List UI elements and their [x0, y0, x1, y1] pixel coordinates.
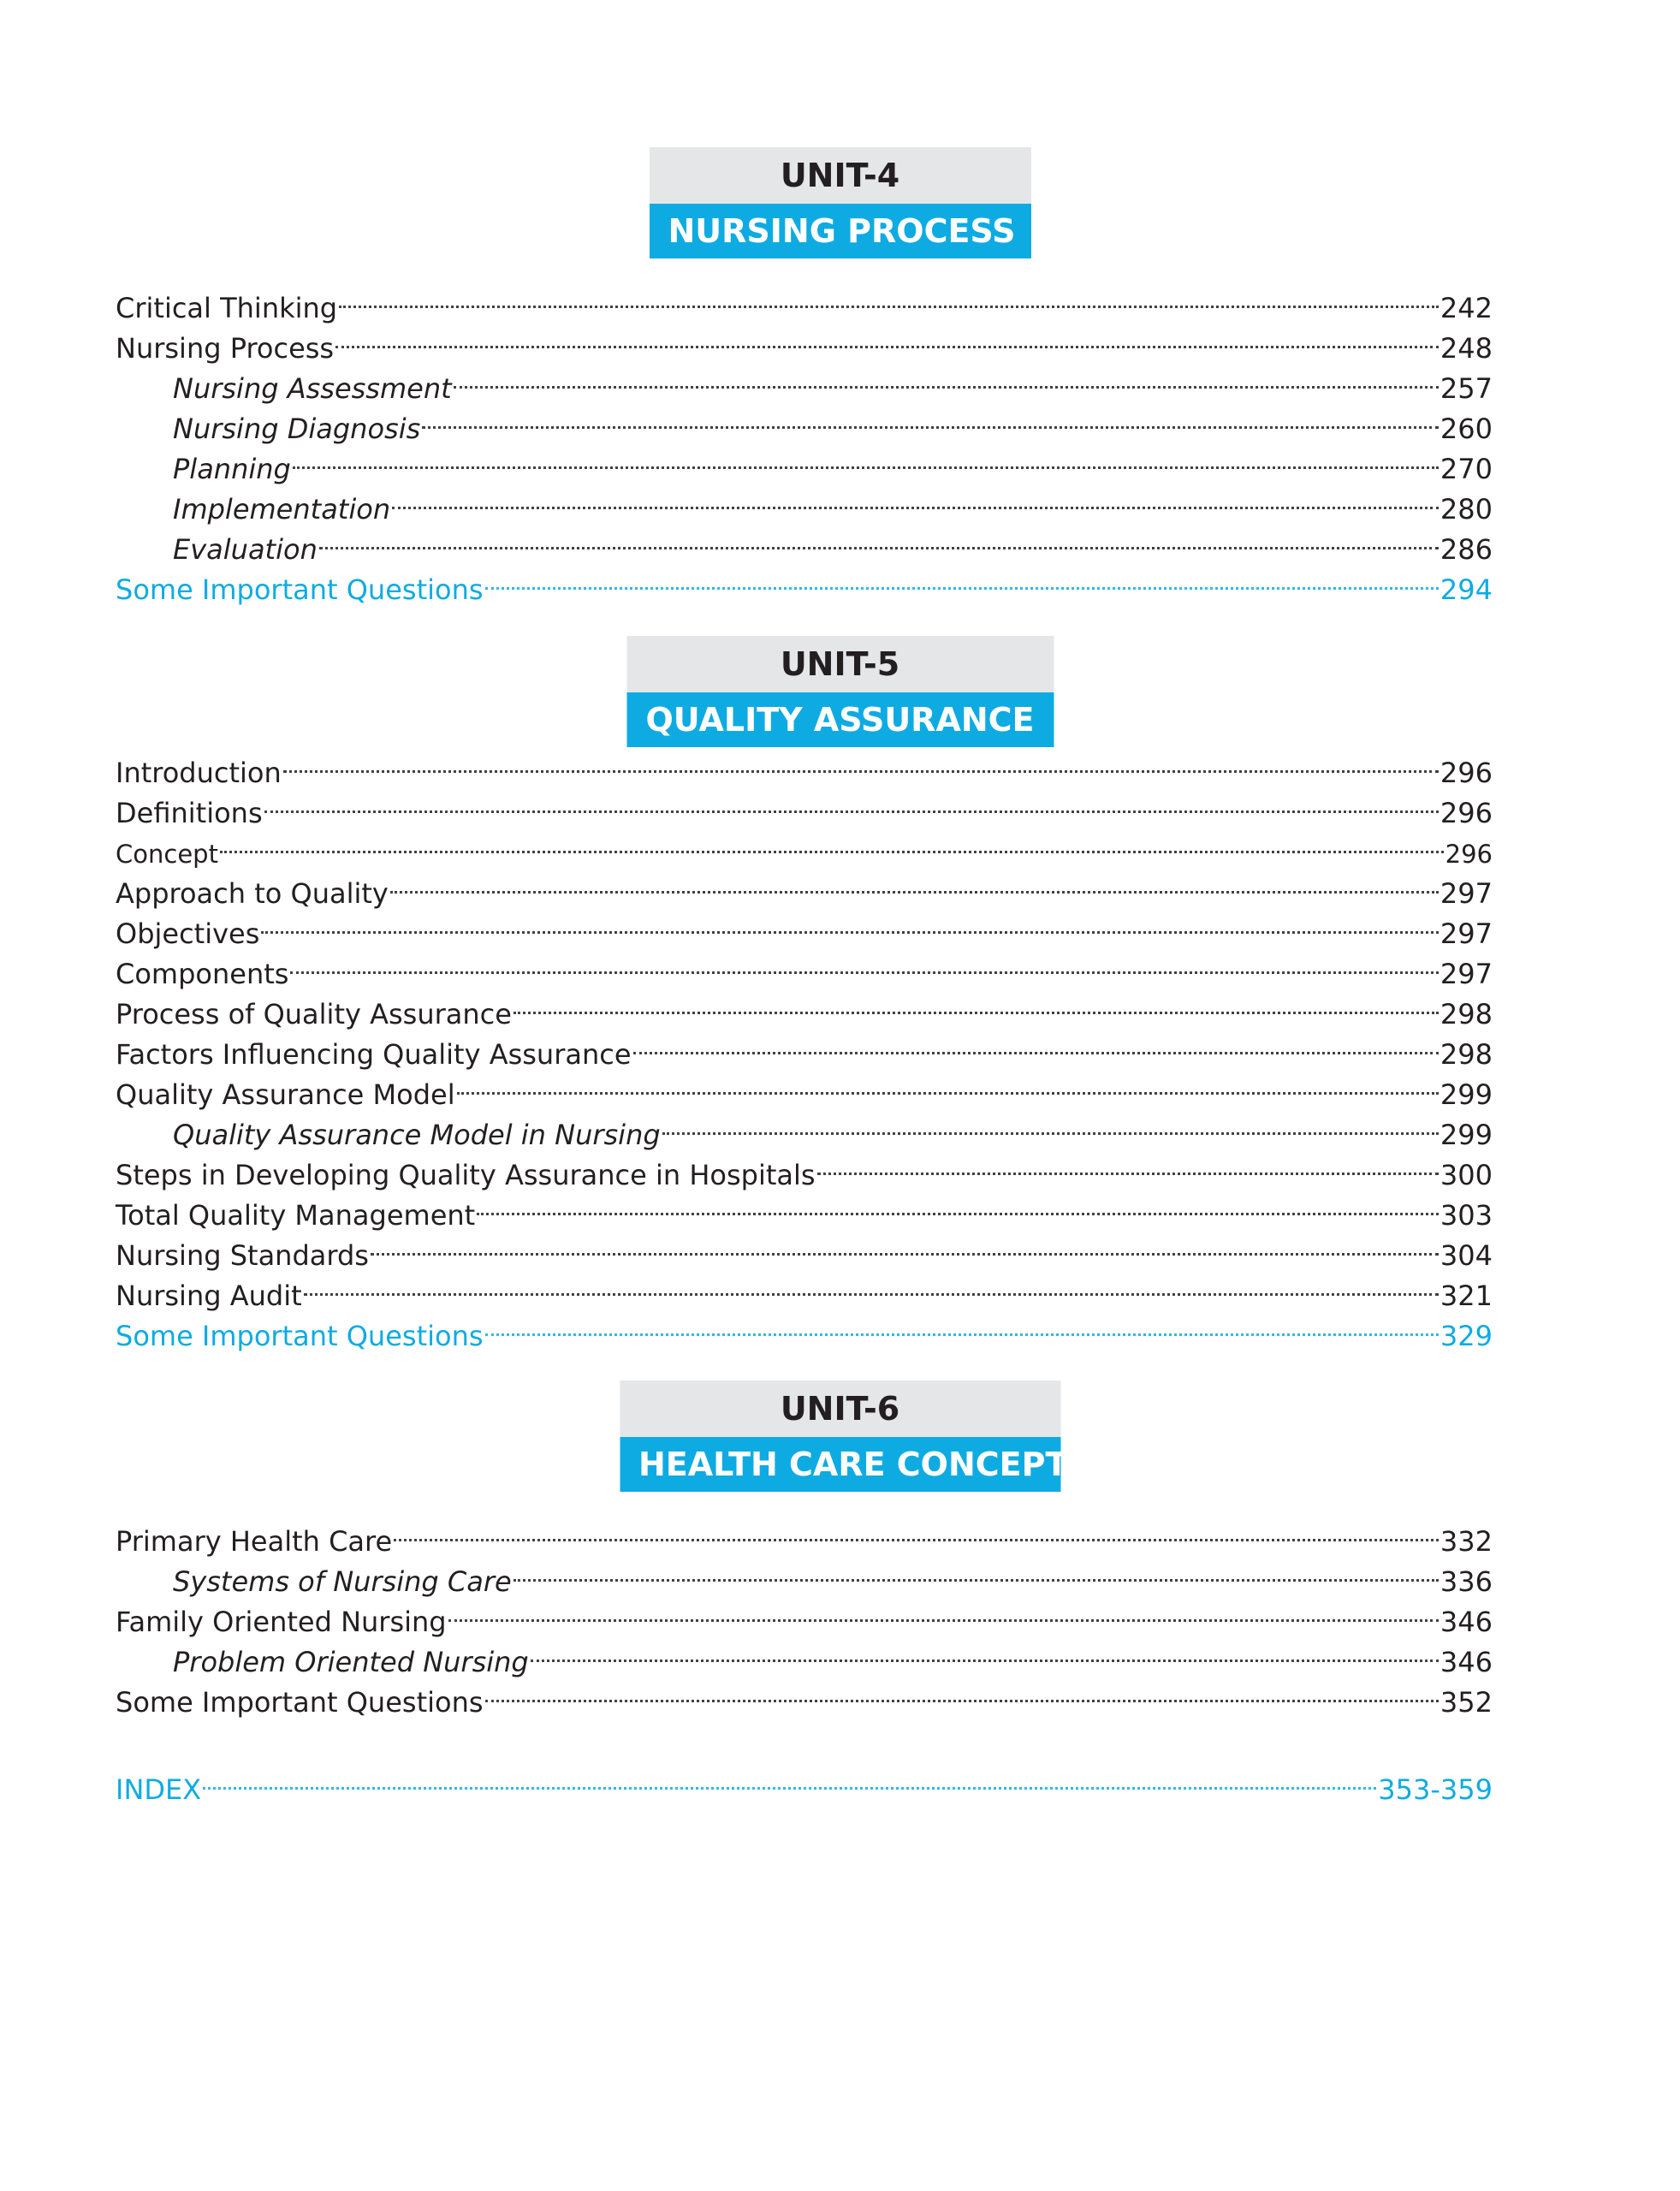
toc-entry-label: Total Quality Management	[116, 1199, 476, 1232]
toc-entry-page: 304	[1440, 1239, 1493, 1272]
toc-entry-label: Concept	[116, 840, 218, 869]
toc-list	[116, 742, 1493, 1352]
toc-entry-label: Approach to Quality	[116, 877, 389, 910]
toc-entry-label: Introduction	[116, 757, 282, 789]
dot-leader	[485, 559, 1439, 599]
dot-leader	[293, 438, 1439, 478]
toc-entry-page: 336	[1440, 1565, 1493, 1598]
toc-entry-page: 346	[1440, 1646, 1493, 1678]
toc-entry[interactable]	[116, 822, 1493, 869]
dot-leader	[485, 1671, 1439, 1712]
dot-leader	[390, 863, 1439, 903]
toc-entry-label: Components	[116, 958, 289, 990]
index-entry-wrapper	[116, 1759, 1493, 1806]
toc-entry-label: Nursing Assessment	[173, 372, 452, 405]
unit-5-header	[626, 636, 1054, 747]
dot-leader	[513, 1551, 1439, 1591]
dot-leader	[319, 519, 1439, 559]
toc-entry-label: Nursing Standards	[116, 1239, 369, 1272]
toc-entry-page: 298	[1440, 998, 1493, 1030]
toc-entry-label: Process of Quality Assurance	[116, 998, 512, 1030]
toc-entry-page: 299	[1440, 1078, 1493, 1111]
toc-subentry[interactable]	[116, 478, 1493, 525]
toc-entry-label: Quality Assurance Model	[116, 1078, 455, 1111]
toc-entry-label: Primary Health Care	[116, 1525, 393, 1558]
toc-entry-page: 296	[1440, 797, 1493, 829]
index-label: INDEX	[116, 1773, 202, 1806]
dot-leader	[454, 358, 1439, 398]
toc-entry-label: Evaluation	[173, 533, 318, 566]
toc-entry-label: Planning	[173, 453, 291, 485]
toc-entry-page: 321	[1440, 1280, 1493, 1312]
dot-leader	[633, 1024, 1439, 1064]
dot-leader	[220, 822, 1444, 863]
toc-entry-page: 329	[1440, 1320, 1493, 1352]
toc-entry-label: Factors Influencing Quality Assurance	[116, 1038, 632, 1071]
toc-entry-page: 294	[1440, 573, 1493, 606]
dot-leader	[339, 277, 1439, 318]
toc-entry-page: 296	[1440, 757, 1493, 789]
toc-entry-label: Definitions	[116, 797, 263, 829]
toc-entry-page: 346	[1440, 1606, 1493, 1638]
toc-entry-label: Quality Assurance Model in Nursing	[173, 1119, 661, 1151]
toc-subentry[interactable]	[116, 438, 1493, 485]
toc-entry-label: Critical Thinking	[116, 292, 338, 324]
dot-leader	[304, 1265, 1439, 1305]
toc-entry-page: 297	[1440, 917, 1493, 950]
toc-entry-label: Implementation	[173, 493, 391, 525]
dot-leader	[392, 478, 1439, 519]
toc-entry-index[interactable]	[116, 1759, 1493, 1806]
toc-entry-page: 286	[1440, 533, 1493, 566]
dot-leader	[203, 1759, 1376, 1799]
dot-leader	[817, 1144, 1439, 1185]
dot-leader	[290, 943, 1438, 983]
toc-entry[interactable]	[116, 1265, 1493, 1312]
toc-entry-label: Problem Oriented Nursing	[173, 1646, 529, 1678]
dot-leader	[264, 782, 1439, 822]
dot-leader	[457, 1064, 1439, 1104]
dot-leader	[394, 1511, 1439, 1551]
toc-list	[116, 1511, 1493, 1719]
unit-title: NURSING PROCESS	[650, 204, 1031, 258]
toc-entry[interactable]	[116, 277, 1493, 324]
dot-leader	[422, 398, 1439, 438]
toc-entry-page: 298	[1440, 1038, 1493, 1071]
unit-6-header	[620, 1381, 1068, 1492]
toc-entry[interactable]	[116, 863, 1493, 910]
dot-leader	[477, 1185, 1439, 1225]
dot-leader	[513, 983, 1439, 1024]
unit-4-header	[650, 147, 1031, 258]
toc-entry-questions[interactable]	[116, 1305, 1493, 1352]
toc-entry-label: Nursing Diagnosis	[173, 413, 421, 445]
toc-entry-label: Objectives	[116, 917, 260, 950]
toc-entry[interactable]	[116, 1511, 1493, 1558]
dot-leader	[371, 1225, 1439, 1265]
toc-entry-page: 257	[1440, 372, 1493, 405]
toc-entry-label: Some Important Questions	[116, 573, 484, 606]
toc-entry[interactable]	[116, 742, 1493, 789]
toc-entry[interactable]	[116, 943, 1493, 990]
toc-entry-questions[interactable]	[116, 559, 1493, 606]
unit-number: UNIT-5	[626, 636, 1054, 692]
dot-leader	[531, 1631, 1439, 1671]
dot-leader	[485, 1305, 1439, 1345]
toc-entry-page: 297	[1440, 877, 1493, 910]
toc-entry-label: Nursing Process	[116, 332, 335, 365]
toc-entry-label: Some Important Questions	[116, 1686, 484, 1719]
toc-entry-page: 303	[1440, 1199, 1493, 1232]
unit-title: QUALITY ASSURANCE	[626, 692, 1054, 747]
toc-entry-page: 260	[1440, 413, 1493, 445]
dot-leader	[662, 1104, 1439, 1144]
toc-entry-label: Nursing Audit	[116, 1280, 302, 1312]
unit-title: HEALTH CARE CONCEPT	[620, 1437, 1060, 1492]
toc-subentry[interactable]	[116, 519, 1493, 566]
toc-entry-label: Systems of Nursing Care	[173, 1565, 512, 1598]
toc-entry-page: 242	[1440, 292, 1493, 324]
toc-entry-label: Some Important Questions	[116, 1320, 484, 1352]
toc-entry-page: 297	[1440, 958, 1493, 990]
toc-entry-page: 270	[1440, 453, 1493, 485]
toc-entry-page: 332	[1440, 1525, 1493, 1558]
toc-list	[116, 277, 1493, 606]
toc-entry-page: 296	[1445, 840, 1493, 869]
dot-leader	[448, 1591, 1439, 1631]
toc-entry-page: 248	[1440, 332, 1493, 365]
toc-entry-page: 352	[1440, 1686, 1493, 1719]
dot-leader	[283, 742, 1439, 782]
toc-entry-page: 300	[1440, 1159, 1493, 1191]
unit-number: UNIT-4	[650, 147, 1031, 204]
dot-leader	[261, 903, 1439, 943]
toc-entry[interactable]	[116, 903, 1493, 950]
unit-number: UNIT-6	[620, 1381, 1060, 1437]
toc-entry[interactable]	[116, 983, 1493, 1030]
toc-entry-label: Steps in Developing Quality Assurance in Hospitals	[116, 1159, 816, 1191]
index-page-range: 353-359	[1378, 1773, 1493, 1806]
toc-entry[interactable]	[116, 782, 1493, 829]
dot-leader	[335, 318, 1439, 358]
toc-entry-page: 280	[1440, 493, 1493, 525]
toc-entry-page: 299	[1440, 1119, 1493, 1151]
toc-entry-label: Family Oriented Nursing	[116, 1606, 447, 1638]
